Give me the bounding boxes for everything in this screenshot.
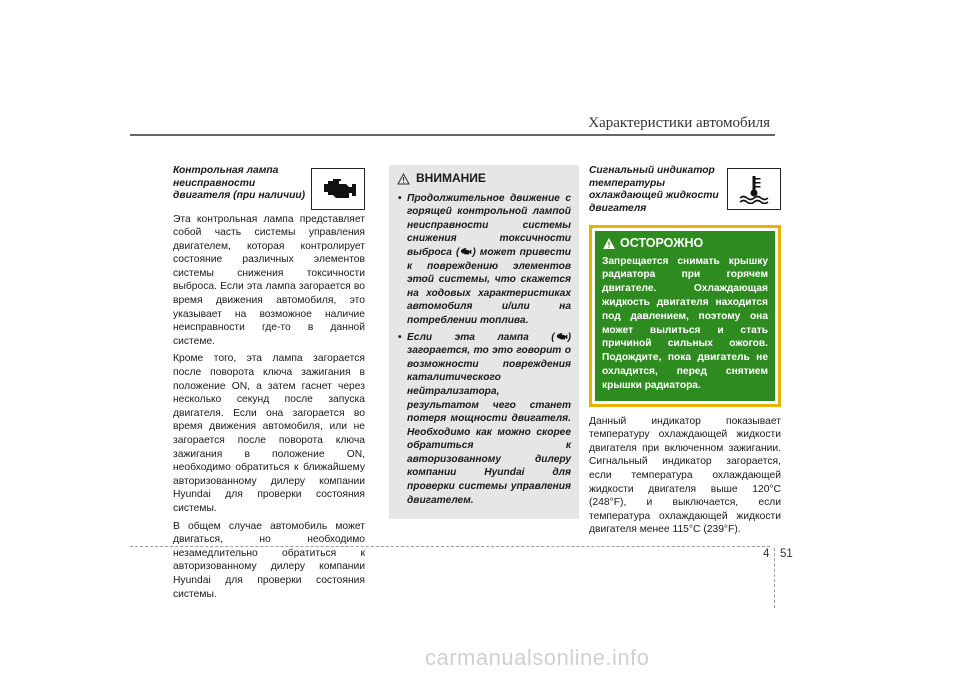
warning-item: • Если эта лампа ( ) загорается, то это говорит о возможности повреждения каталитического нейтрализатора, результатом чего станет потеря мощности двигателя. Необходимо как можно скорее обратиться к авторизованному дилеру компании Hyundai для проверки системы управления двигателем. — [407, 331, 571, 508]
danger-text: Запрещается снимать крышку радиатора при горячем двигателе. Охлаждающая жидкость двигателя находится под давлением, поэтому она может вылиться и стать причиной сильных ожогов. Подождите, пока двигатель не охладится, перед снятием крышки радиатора. — [602, 255, 768, 391]
column-warning — [389, 165, 579, 519]
paragraph: Эта контрольная лампа представляет собой часть системы управления двигателем, которая контролирует состояние различных элементов системы снижения токсичности выброса. Если эта лампа загорается во время движения автомобиля, это указывает на возможное наличие неисправности где-то в данной системе. — [173, 213, 365, 347]
coolant-description — [589, 415, 781, 537]
warning-title: ВНИМАНИЕ — [416, 171, 486, 185]
warning-list — [397, 192, 571, 508]
warning-header — [397, 172, 571, 186]
warning-triangle-icon — [397, 173, 410, 185]
paragraph: В общем случае автомобиль может двигаться, но необходимо незамедлительно обратиться к авторизованному дилеру компании Hyundai для проверки состояния системы. — [173, 520, 365, 600]
danger-header — [602, 237, 768, 251]
page-number: 51 — [780, 548, 793, 560]
check-engine-description — [173, 213, 365, 602]
column-check-engine — [173, 165, 365, 605]
paragraph: Кроме того, эта лампа загорается после поворота ключа зажигания в положение ON, а затем гаснет через несколько секунд после запуска двигателя. Если она загорается во время движения автомобиля, или не загорается после поворота ключа зажигания в положение ON, необходимо обратиться к ближайшему авторизованному дилеру компании Hyundai для проверки состояния системы. — [173, 353, 365, 514]
column-coolant — [589, 165, 781, 541]
warning-triangle-icon — [602, 237, 616, 250]
warning-box — [389, 165, 579, 519]
check-engine-icon-box — [311, 168, 365, 210]
warning-item: • Продолжительное движение с горящей контрольной лампой неисправности системы снижения токсичности выброса ( ) может привести к повреждению элементов этой системы, что скажется на ходовых характеристиках автомобиля и/или на потреблении топлива. — [407, 192, 571, 328]
header-divider — [130, 134, 775, 136]
section-title-check-engine: Контрольная лампа неисправности двигателя (при наличии) — [173, 165, 306, 201]
check-engine-icon — [459, 247, 472, 256]
check-engine-icon — [318, 176, 358, 202]
coolant-temperature-icon — [737, 174, 771, 204]
danger-box — [589, 225, 781, 407]
paragraph: Данный индикатор показывает температуру охлаждающей жидкости двигателя при включенном зажигании. Сигнальный индикатор загорается, если температура охлаждающей жидкости двигателя выше 120°C (248°F), и выключается, если температура охлаждающей жидкости двигателя менее 115°C (239°F). — [589, 415, 781, 536]
section-title-coolant: Сигнальный индикатор температуры охлаждающей жидкости двигателя — [589, 165, 719, 214]
coolant-icon-box — [727, 168, 781, 210]
check-engine-icon — [555, 332, 568, 341]
watermark: carmanualsonline.info — [425, 645, 650, 670]
page-number-divider — [774, 548, 776, 608]
danger-title: ОСТОРОЖНО — [620, 236, 704, 250]
footer-divider — [130, 546, 770, 547]
page-header-title: Характеристики автомобиля — [588, 115, 770, 131]
chapter-number: 4 — [763, 548, 770, 560]
